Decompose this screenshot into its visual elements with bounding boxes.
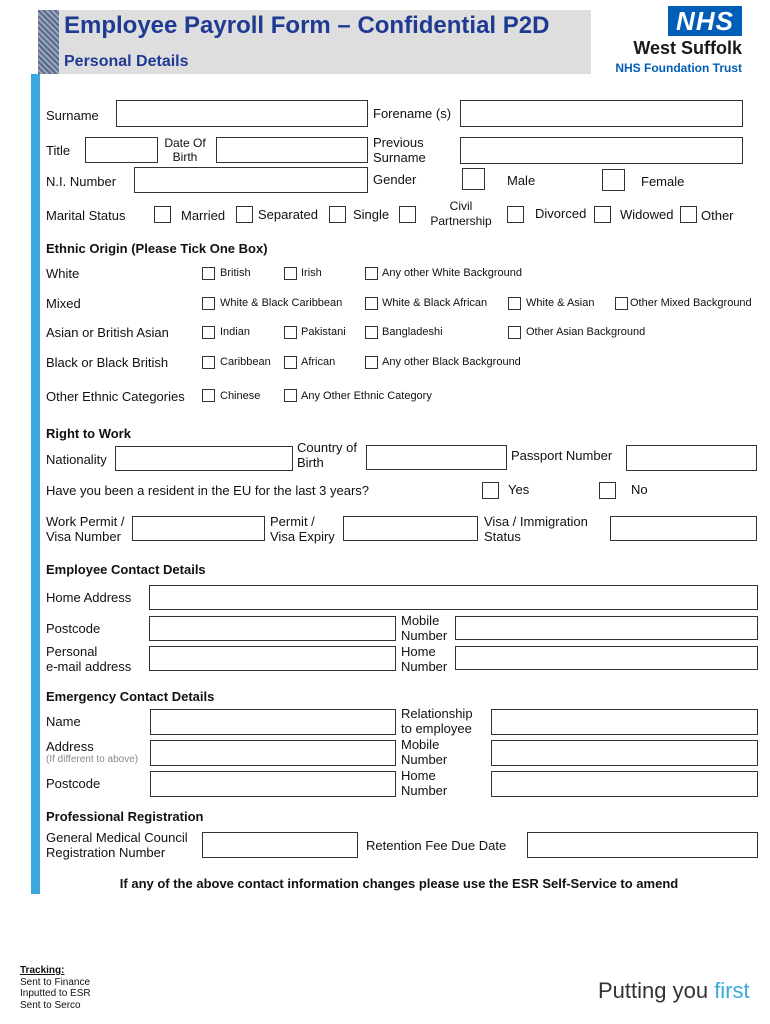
ni-number-field[interactable] [134,167,368,193]
emergency-mobile-line2: Number [401,752,448,767]
irish-checkbox[interactable] [284,267,297,280]
prev-surname-line1: Previous [373,135,424,150]
ni-number-label: N.I. Number [46,174,117,189]
visa-expiry-label [270,514,335,544]
african-checkbox[interactable] [284,356,297,369]
emergency-mobile-label [401,737,447,767]
indian-checkbox[interactable] [202,326,215,339]
nationality-field[interactable] [115,446,293,471]
single-checkbox[interactable] [329,206,346,223]
emergency-home-line1: Home [401,768,436,783]
bangladeshi-label: Bangladeshi [382,326,443,338]
home-num-line2: Number [401,659,448,674]
expiry-line1: Permit / [270,514,315,529]
ethnic-other-label: Other Ethnic Categories [46,389,185,404]
home-number-field[interactable] [455,646,758,670]
passport-field[interactable] [626,445,757,471]
email-line2: e-mail address [46,659,132,674]
home-number-label [401,644,447,674]
other-checkbox[interactable] [680,206,697,223]
emergency-postcode-field[interactable] [150,771,396,797]
dob-label [162,136,208,164]
pakistani-checkbox[interactable] [284,326,297,339]
home-num-line1: Home [401,644,436,659]
eu-no-label: No [631,482,648,497]
emergency-home-line2: Number [401,783,448,798]
visa-status-line1: Visa / Immigration [484,514,588,529]
emergency-home-field[interactable] [491,771,758,797]
bangladeshi-checkbox[interactable] [365,326,378,339]
surname-field[interactable] [116,100,368,127]
white-black-caribbean-checkbox[interactable] [202,297,215,310]
white-asian-checkbox[interactable] [508,297,521,310]
passport-label: Passport Number [511,448,613,463]
white-asian-label: White & Asian [526,297,595,309]
white-black-african-label: White & Black African [382,297,488,309]
emergency-heading: Emergency Contact Details [46,689,215,704]
home-address-field[interactable] [149,585,758,610]
right-to-work-heading: Right to Work [46,426,131,441]
british-label: British [220,267,251,279]
any-other-ethnic-checkbox[interactable] [284,389,297,402]
dob-field[interactable] [216,137,368,163]
other-label: Other [701,208,734,223]
male-label: Male [507,173,536,188]
separated-checkbox[interactable] [236,206,253,223]
tracking-item: Sent to Serco [20,999,81,1011]
pakistani-label: Pakistani [301,326,346,338]
work-permit-field[interactable] [132,516,265,541]
address-note: (If different to above) [46,754,139,765]
email-line1: Personal [46,644,98,659]
civil-line1: Civil [449,199,473,213]
country-line2: Birth [297,455,324,470]
any-other-white-checkbox[interactable] [365,267,378,280]
ethnic-white-label: White [46,266,80,281]
widowed-label: Widowed [620,207,674,222]
visa-expiry-field[interactable] [343,516,478,541]
side-strip [31,74,40,894]
form-subtitle: Personal Details [64,53,189,70]
work-permit-label [46,514,125,544]
any-other-white-label: Any other White Background [382,267,523,279]
slogan-emphasis: first [714,978,750,1003]
emergency-name-field[interactable] [150,709,396,735]
expiry-line2: Visa Expiry [270,529,335,544]
home-address-label: Home Address [46,590,132,605]
mobile-label [401,613,447,643]
visa-status-label [484,514,588,544]
gmc-line2: Registration Number [46,845,166,860]
female-checkbox[interactable] [602,169,625,191]
irish-label: Irish [301,267,322,279]
ethnic-asian-label: Asian or British Asian [46,325,169,340]
retention-label: Retention Fee Due Date [366,838,507,853]
country-of-birth-label [297,440,357,470]
gmc-field[interactable] [202,832,358,858]
chinese-checkbox[interactable] [202,389,215,402]
title-field[interactable] [85,137,158,163]
relationship-line1: Relationship [401,706,473,721]
eu-yes-checkbox[interactable] [482,482,499,499]
forenames-field[interactable] [460,100,743,127]
african-label: African [301,356,336,368]
married-label: Married [181,208,226,223]
forenames-label: Forename (s) [373,106,452,121]
other-mixed-label: Other Mixed Background [630,297,752,309]
caribbean-label: Caribbean [220,356,271,368]
male-checkbox[interactable] [462,168,485,190]
org-trust: NHS Foundation Trust [615,61,742,75]
gmc-label [46,830,188,860]
any-other-black-checkbox[interactable] [365,356,378,369]
dob-label-line1: Date Of [164,136,206,150]
emergency-mobile-line1: Mobile [401,737,440,752]
indian-label: Indian [220,326,250,338]
permit-line1: Work Permit / [46,514,125,529]
visa-status-field[interactable] [610,516,757,541]
relationship-field[interactable] [491,709,758,735]
civil-partnership-checkbox[interactable] [399,206,416,223]
other-mixed-checkbox[interactable] [615,297,628,310]
emergency-postcode-label: Postcode [46,776,101,791]
any-other-ethnic-label: Any Other Ethnic Category [301,390,432,402]
esr-notice: If any of the above contact information changes please use the ESR Self-Service to amend [119,876,679,891]
single-label: Single [353,207,390,222]
org-name: West Suffolk [633,38,742,58]
professional-heading: Professional Registration [46,809,204,824]
email-field[interactable] [149,646,396,671]
british-checkbox[interactable] [202,267,215,280]
caribbean-checkbox[interactable] [202,356,215,369]
emergency-home-label [401,768,447,798]
title-label: Title [46,143,71,158]
white-black-african-checkbox[interactable] [365,297,378,310]
eu-yes-label: Yes [508,482,530,497]
postcode-label: Postcode [46,621,101,636]
prev-surname-field[interactable] [460,137,743,164]
divorced-checkbox[interactable] [507,206,524,223]
tracking-item: Sent to Finance [20,976,91,988]
relationship-label [401,706,473,736]
ethnic-black-label: Black or Black British [46,355,169,370]
slogan [598,978,750,1004]
divorced-label: Divorced [535,206,587,221]
widowed-checkbox[interactable] [594,206,611,223]
ethnic-mixed-label: Mixed [46,296,81,311]
dob-label-line2: Birth [172,150,198,164]
emergency-name-label: Name [46,714,81,729]
married-checkbox[interactable] [154,206,171,223]
civil-line2: Partnership [430,214,492,228]
nhs-logo: NHS [668,6,742,36]
other-asian-checkbox[interactable] [508,326,521,339]
visa-status-line2: Status [484,529,521,544]
marital-status-label: Marital Status [46,208,126,223]
postcode-field[interactable] [149,616,396,641]
slogan-text: Putting you [598,978,715,1003]
any-other-black-label: Any other Black Background [382,356,521,368]
relationship-line2: to employee [401,721,472,736]
gmc-line1: General Medical Council [46,830,188,845]
permit-line2: Visa Number [46,529,121,544]
surname-label: Surname [46,108,99,123]
other-asian-label: Other Asian Background [526,326,646,338]
header-decoration [38,10,59,74]
emergency-address-label: Address [46,739,94,754]
tracking-heading: Tracking: [20,965,65,976]
chinese-label: Chinese [220,390,261,402]
eu-question-label: Have you been a resident in the EU for the last 3 years? [46,483,370,498]
retention-field[interactable] [527,832,758,858]
mobile-line1: Mobile [401,613,440,628]
ethnic-heading: Ethnic Origin (Please Tick One Box) [46,241,268,256]
form-title: Employee Payroll Form – Confidential P2D [64,12,550,39]
white-black-caribbean-label: White & Black Caribbean [220,297,343,309]
female-label: Female [641,174,685,189]
prev-surname-line2: Surname [373,150,426,165]
civil-partnership-label [425,199,497,229]
mobile-line2: Number [401,628,448,643]
eu-no-checkbox[interactable] [599,482,616,499]
contact-heading: Employee Contact Details [46,562,206,577]
gender-label: Gender [373,172,417,187]
tracking-item: Inputted to ESR [20,988,91,999]
emergency-address-field[interactable] [150,740,396,766]
emergency-mobile-field[interactable] [491,740,758,766]
mobile-field[interactable] [455,616,758,640]
separated-label: Separated [258,207,318,222]
country-line1: Country of [297,440,357,455]
prev-surname-label [373,135,426,165]
nationality-label: Nationality [46,452,107,467]
tracking-block [20,965,91,1011]
country-of-birth-field[interactable] [366,445,507,470]
email-label [46,644,131,674]
